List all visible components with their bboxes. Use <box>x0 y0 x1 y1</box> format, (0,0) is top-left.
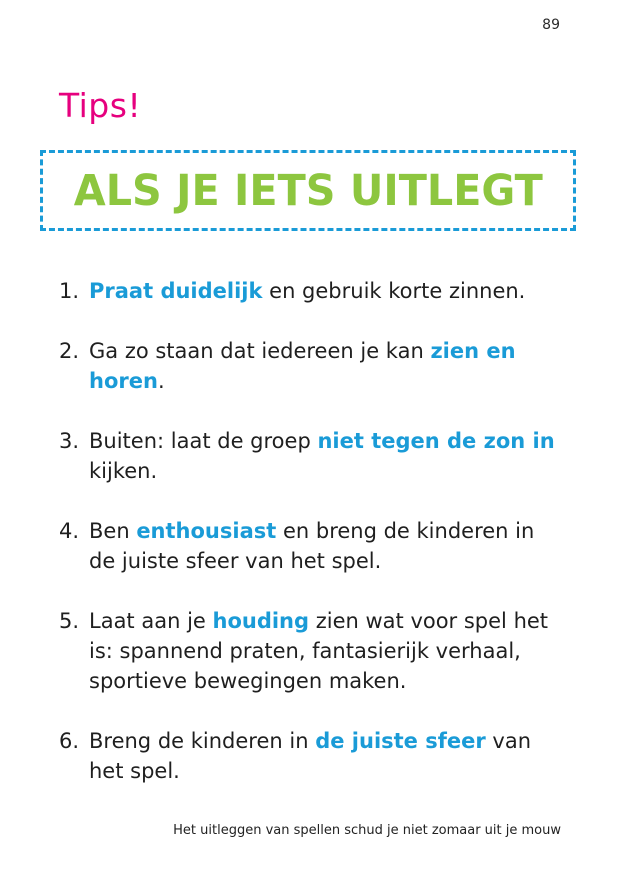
item-number: 6. <box>59 729 80 753</box>
highlight: houding <box>212 609 310 633</box>
list-item <box>59 726 564 786</box>
item-number: 4. <box>59 519 80 543</box>
footer-text: Het uitleggen van spellen schud je niet zomaar uit je mouw <box>173 823 561 838</box>
list-item <box>59 516 564 576</box>
page-title: ALS JE IETS UITLEGT <box>73 165 543 216</box>
list-item <box>59 276 564 306</box>
item-text: Praat duidelijk en gebruik korte zinnen. <box>89 279 526 303</box>
highlight: Praat duidelijk <box>89 279 263 303</box>
item-text: Laat aan je houding zien wat voor spel het is: spannend praten, fantasierijk verhaal, sportieve bewegingen maken. <box>89 609 549 693</box>
item-number: 5. <box>59 609 80 633</box>
highlight: de juiste sfeer <box>315 729 486 753</box>
item-number: 3. <box>59 429 80 453</box>
item-text: Ben enthousiast en breng de kinderen in de juiste sfeer van het spel. <box>89 519 535 573</box>
title-box <box>40 150 576 231</box>
item-number: 1. <box>59 279 80 303</box>
item-number: 2. <box>59 339 80 363</box>
list-item <box>59 606 564 696</box>
highlight: zien en horen <box>89 339 516 393</box>
list-item <box>59 336 564 396</box>
page-number: 89 <box>542 17 560 33</box>
list-item <box>59 426 564 486</box>
tips-list <box>59 276 564 816</box>
item-text: Ga zo staan dat iedereen je kan zien en horen. <box>89 339 516 393</box>
highlight: niet tegen de zon in <box>317 429 555 453</box>
item-text: Breng de kinderen in de juiste sfeer van het spel. <box>89 729 531 783</box>
highlight: enthousiast <box>136 519 277 543</box>
item-text: Buiten: laat de groep niet tegen de zon in kijken. <box>89 429 555 483</box>
tips-heading: Tips! <box>59 86 142 125</box>
